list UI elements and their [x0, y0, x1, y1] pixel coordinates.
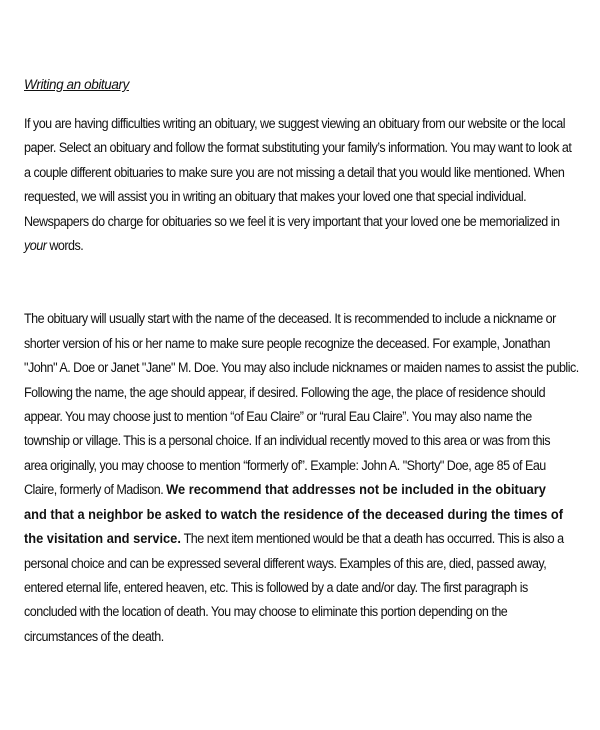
- text-line: [24, 478, 580, 502]
- text-line: a couple different obituaries to make sure you are not missing a detail that you would like mentioned. When: [24, 164, 565, 180]
- text-line: [24, 527, 580, 551]
- text-line: township or village. This is a personal choice. If an individual recently moved to this area or was from this: [24, 433, 551, 449]
- bold-recommendation: We recommend that addresses not be included in the obituary: [166, 482, 546, 498]
- text-line: The obituary will usually start with the name of the deceased. It is recommended to include a nickname or: [24, 311, 556, 327]
- text-line: If you are having difficulties writing an obituary, we suggest viewing an obituary from our website or the local: [24, 116, 566, 131]
- text-line: area originally, you may choose to mention “formerly of”. Example: John A. "Shorty" Doe, age 85 of Eau: [24, 457, 546, 473]
- bold-recommendation: and that a neighbor be asked to watch the residence of the deceased during the times of: [24, 506, 564, 522]
- text-line: paper. Select an obituary and follow the format substituting your family’s information. You may want to look at: [24, 140, 572, 156]
- text-fragment: Claire, formerly of Madison.: [24, 482, 167, 498]
- text-line: [24, 503, 580, 527]
- text-line: "John" A. Doe or Janet "Jane" M. Doe. You may also include nicknames or maiden names to assist the public.: [24, 360, 579, 376]
- text-line: circumstances of the death.: [24, 628, 164, 644]
- paragraph-obituary-format: [24, 307, 580, 649]
- italic-word: your: [24, 238, 47, 254]
- text-line: Newspapers do charge for obituaries so we feel it is very important that your loved one be memorialized in: [24, 213, 560, 229]
- text-fragment: The next item mentioned would be that a death has occurred. This is also a: [180, 531, 564, 547]
- paragraph-intro: [24, 112, 580, 258]
- text-line: personal choice and can be expressed several different ways. Examples of this are, died, passed away,: [24, 555, 547, 571]
- text-line: shorter version of his or her name to make sure people recognize the deceased. For example, Jonathan: [24, 335, 551, 351]
- text-line: requested, we will assist you in writing an obituary that makes your loved one that special individual.: [24, 189, 527, 205]
- document-body: [24, 76, 580, 649]
- text-fragment: words.: [46, 238, 84, 254]
- text-line: Following the name, the age should appear, if desired. Following the age, the place of residence should: [24, 384, 546, 400]
- section-heading: Writing an obituary: [24, 77, 129, 92]
- text-line: appear. You may choose just to mention “of Eau Claire” or “rural Eau Claire”. You may also name the: [24, 409, 532, 425]
- text-line: concluded with the location of death. You may choose to eliminate this portion depending on the: [24, 604, 508, 620]
- bold-recommendation: the visitation and service.: [24, 531, 181, 547]
- text-line: [24, 234, 580, 258]
- text-line: entered eternal life, entered heaven, etc. This is followed by a date and/or day. The first paragraph is: [24, 579, 528, 595]
